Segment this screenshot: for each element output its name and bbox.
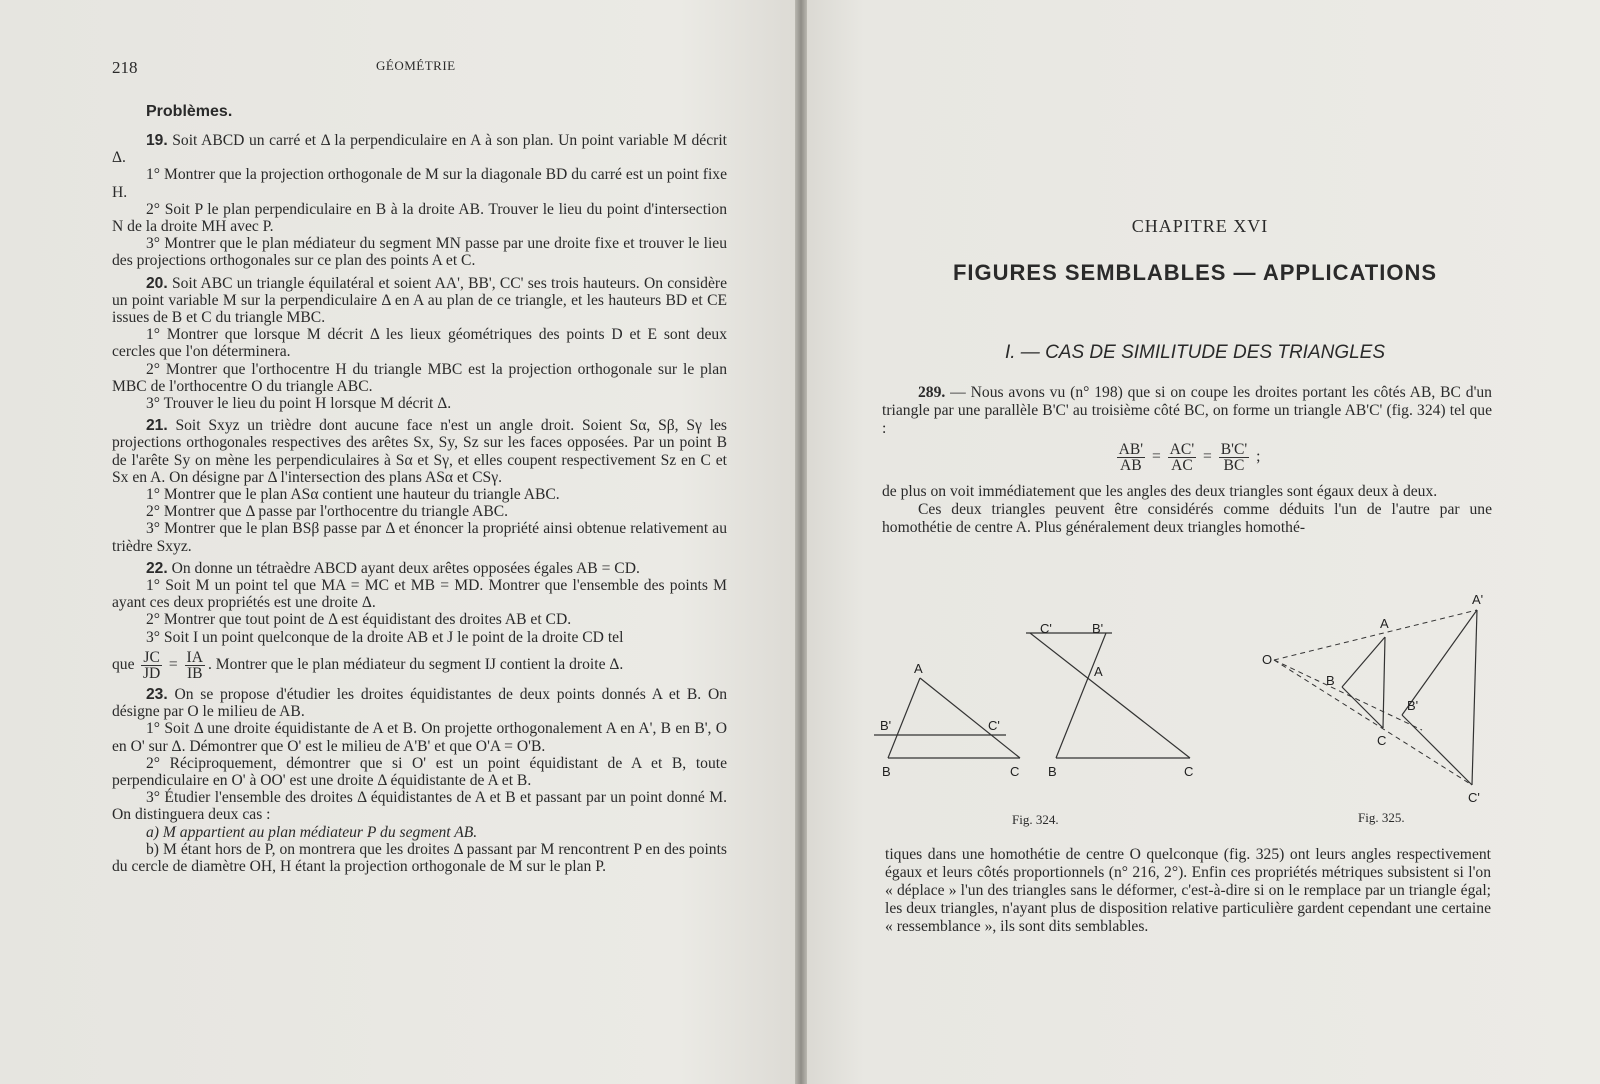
vector-jd: JD — [142, 664, 161, 682]
vector-ib: IB — [186, 664, 203, 682]
fig325-label-b: B — [1326, 673, 1335, 688]
problem-item: 3° Soit I un point quelconque de la droite AB et J le point de la droite CD tel — [146, 628, 624, 646]
figure-324 — [880, 618, 1220, 798]
right-text-bottom — [885, 846, 1491, 936]
problem-item: 2° Montrer que tout point de Δ est équidistant des droites AB et CD. — [146, 611, 572, 629]
vector-jc: JC — [143, 648, 160, 666]
problem-item: 2° Réciproquement, démontrer que si O' est un point équidistant de A et B, toute perpendiculaire en O' à OO' est une droite Δ équidistante de A et B. — [112, 754, 727, 789]
fig325-side-bc — [1342, 687, 1383, 728]
problem-item: 1° Montrer que le plan ASα contient une hauteur du triangle ABC. — [146, 486, 560, 504]
fraction-line — [112, 650, 727, 681]
section-title: Problèmes. — [146, 103, 233, 120]
chapter-number: CHAPITRE XVI — [1131, 216, 1269, 236]
frac-num: AB' — [1118, 441, 1144, 458]
fig325-side-ab — [1342, 637, 1385, 687]
figure-325 — [1262, 592, 1492, 810]
problem-item: 2° Montrer que Δ passe par l'orthocentre du triangle ABC. — [146, 503, 509, 521]
fig324-label-bp: B' — [880, 718, 892, 733]
problem-number: 20. — [146, 274, 168, 292]
paragraph-similar: tiques dans une homothétie de centre O quelconque (fig. 325) ont leurs angles respectivement égaux et leurs côtés proportionnels (n° 216, 2°). Enfin ces propriétés métriques subsistent si l'on « déplace » l'un des triangles sans le déformer, c'est-à-dire si on le remplace par un triangle égal; les deux triangles, n'ayant plus de disposition relative particulière gardent cependant une certaine « ressemblance », ils sont dits semblables. — [885, 846, 1491, 935]
fig324-label-a: A — [914, 661, 923, 676]
problem-item: 3° Montrer que le plan médiateur du segment MN passe par une droite fixe et trouver le lieu des projections orthogonales sur ce plan des points A et C. — [112, 235, 727, 270]
problem-item: 1° Montrer que lorsque M décrit Δ les lieux géométriques des points D et E sont deux cercles que l'on déterminera. — [112, 326, 727, 361]
semicolon: ; — [1256, 448, 1261, 466]
fig325-side-apcp — [1472, 610, 1477, 785]
paragraph-289: — Nous avons vu (n° 198) que si on coupe les droites portant les côtés AB, BC d'un triangle par une parallèle B'C' au troisième côté BC, on forme un triangle AB'C' (fig. 324) tel que : — [882, 384, 1492, 437]
paragraph-number: 289. — [918, 384, 946, 401]
problem-number: 23. — [146, 685, 168, 703]
frac-num: AC' — [1169, 441, 1195, 458]
fig324-label-c2: C — [1184, 764, 1194, 779]
frac-num: B'C' — [1220, 441, 1248, 458]
chapter-title: FIGURES SEMBLABLES — APPLICATIONS — [952, 260, 1438, 285]
problem-intro: On donne un tétraèdre ABCD ayant deux arêtes opposées égales AB = CD. — [171, 559, 640, 577]
fig325-ray-c — [1274, 660, 1472, 785]
equals-sign: = — [1151, 448, 1161, 466]
frac-den: BC — [1223, 457, 1245, 474]
running-head: GÉOMÉTRIE — [376, 58, 456, 73]
fig325-side-ac — [1383, 637, 1385, 728]
fig324-side-cc — [1030, 633, 1190, 758]
fraction-3 — [1219, 442, 1249, 473]
fraction-prefix: que — [112, 655, 135, 673]
problem-item: 1° Soit M un point tel que MA = MC et MB = MD. Montrer que l'ensemble des points M ayant ces deux propriétés est une droite Δ. — [112, 577, 727, 612]
problem-intro: Soit Sxyz un trièdre dont aucune face n'est un angle droit. Soient Sα, Sβ, Sγ les projections orthogonales respectives des arêtes Sx, Sy, Sz sur les faces opposées. Par un point B de l'arête Sy on mène les perpendiculaires à Sα et Sγ, et elles coupent respectivement Sz en C et Sx en A. On désigne par Δ l'intersection des plans ASα et CSγ. — [112, 417, 727, 486]
vector-ia: IA — [186, 648, 203, 666]
problems-list — [112, 127, 727, 875]
problem-intro: Soit ABCD un carré et Δ la perpendiculaire en A à son plan. Un point variable M décrit Δ. — [112, 132, 727, 167]
problem-22 — [112, 560, 727, 681]
fig324-caption: Fig. 324. — [1012, 812, 1059, 827]
problem-number: 19. — [146, 132, 168, 149]
fig324-label-c: C — [1010, 764, 1020, 779]
problem-item: 1° Montrer que la projection orthogonale de M sur la diagonale BD du carré est un point fixe H. — [112, 166, 727, 201]
fraction-suffix: . Montrer que le plan médiateur du segment IJ contient la droite Δ. — [207, 655, 624, 673]
problem-item: b) M étant hors de P, on montrera que les droites Δ passant par M rencontrent P en des points du cercle de diamètre OH, H étant la projection orthogonale de M sur le plan P. — [112, 840, 727, 875]
fig324-label-a2: A — [1094, 664, 1103, 679]
fig325-label-ap: A' — [1472, 592, 1484, 607]
fig324-label-cp2: C' — [1040, 621, 1052, 636]
problem-19 — [112, 132, 727, 270]
equals-sign: = — [168, 655, 178, 673]
fig324-side-ab — [888, 678, 920, 758]
problem-item: 3° Trouver le lieu du point H lorsque M décrit Δ. — [146, 395, 452, 413]
fig324-side-ac — [920, 678, 1020, 758]
fig324-side-bb — [1056, 633, 1106, 758]
problem-intro: On se propose d'étudier les droites équidistantes de deux points donnés A et B. On désigne par O le milieu de AB. — [112, 685, 728, 721]
problem-item: 2° Soit P le plan perpendiculaire en B à la droite AB. Trouver le lieu du point d'intersection N de la droite MH avec P. — [112, 200, 727, 236]
problem-item: 3° Montrer que le plan BSβ passe par Δ et énoncer la propriété ainsi obtenue relativement au trièdre Sxyz. — [112, 520, 727, 555]
page-number: 218 — [112, 58, 138, 77]
fig325-ray-b — [1274, 660, 1422, 730]
similarity-equation — [882, 442, 1492, 473]
problem-item: a) M appartient au plan médiateur P du segment AB. — [146, 823, 478, 841]
fig325-label-a: A — [1380, 616, 1389, 631]
problem-item: 3° Étudier l'ensemble des droites Δ équidistantes de A et B et passant par un point donné M. On distinguera deux cas : — [112, 789, 727, 824]
problem-item: 1° Soit Δ une droite équidistante de A et B. On projette orthogonalement A en A', B en B', O en O' sur Δ. Démontrer que O' est le milieu de A'B' et que O'A = O'B. — [112, 720, 727, 755]
fig324-label-b2: B — [1048, 764, 1057, 779]
fraction-jc-jd — [141, 650, 161, 681]
fig325-label-c: C — [1377, 733, 1387, 748]
paragraph-angles: de plus on voit immédiatement que les angles des deux triangles sont égaux deux à deux. — [882, 483, 1438, 500]
problem-20 — [112, 275, 727, 413]
right-text-top — [882, 384, 1492, 537]
frac-den: AB — [1119, 457, 1142, 474]
fraction-2 — [1168, 442, 1196, 473]
paragraph-homothety: Ces deux triangles peuvent être considérés comme déduits l'un de l'autre par une homothétie de centre A. Plus généralement deux triangles homothé- — [882, 501, 1492, 536]
problem-number: 21. — [146, 417, 168, 435]
fig324-label-cp: C' — [988, 718, 1000, 733]
problem-intro: Soit ABC un triangle équilatéral et soient AA', BB', CC' ses trois hauteurs. On considère un point variable M sur la perpendiculaire Δ en A au plan de ce triangle, et les hauteurs BD et CE issues de B et C du triangle MBC. — [112, 274, 727, 327]
fig324-label-bp2: B' — [1092, 621, 1104, 636]
fig325-label-cp: C' — [1468, 790, 1480, 805]
problem-item: 2° Montrer que l'orthocentre H du triangle MBC est la projection orthogonale sur le plan MBC de l'orthocentre O du triangle ABC. — [112, 360, 727, 395]
fraction-ia-ib — [185, 650, 205, 681]
book-gutter — [795, 0, 807, 1084]
fraction-1 — [1117, 442, 1145, 473]
fig325-label-bp: B' — [1407, 698, 1419, 713]
fig324-label-b: B — [882, 764, 891, 779]
frac-den: AC — [1171, 457, 1193, 474]
problem-23 — [112, 686, 727, 875]
subsection-title: I. — CAS DE SIMILITUDE DES TRIANGLES — [1004, 342, 1386, 363]
problem-21 — [112, 417, 727, 555]
fig325-label-o: O — [1262, 652, 1273, 667]
problem-number: 22. — [146, 559, 168, 577]
equals-sign: = — [1203, 448, 1212, 466]
fig325-caption: Fig. 325. — [1358, 810, 1405, 825]
